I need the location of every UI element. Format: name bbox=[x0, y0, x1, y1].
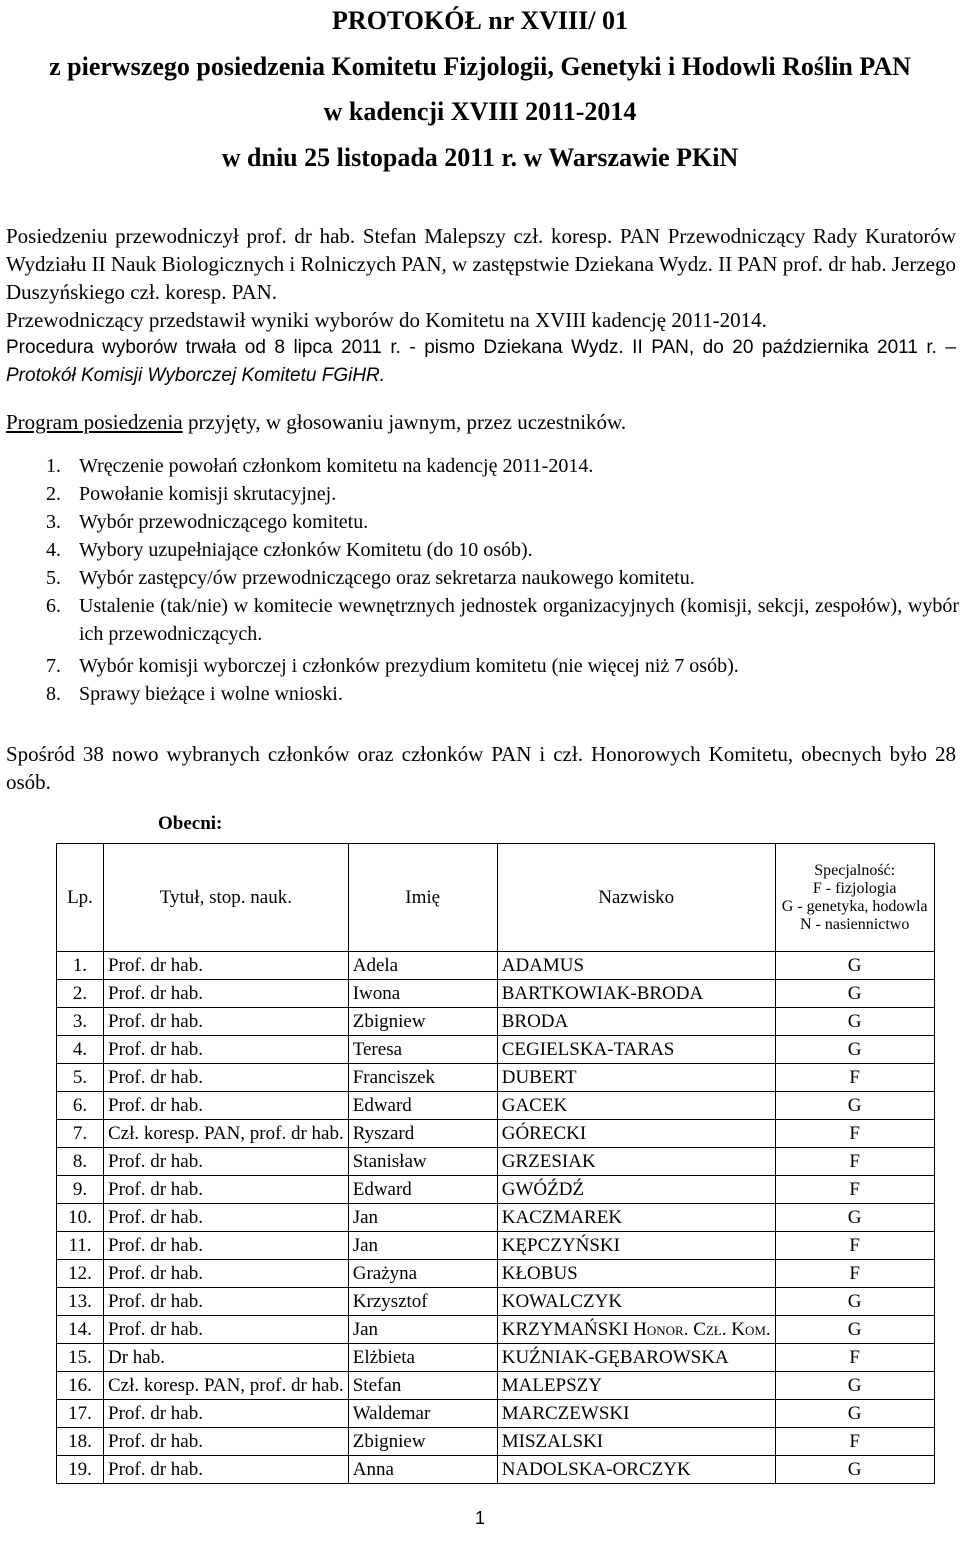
cell-last-name: NADOLSKA-ORCZYK bbox=[497, 1456, 775, 1484]
cell-specialty: G bbox=[775, 1372, 934, 1400]
cell-last-name: ADAMUS bbox=[497, 952, 775, 980]
table-row bbox=[57, 1344, 935, 1372]
cell-title: Czł. koresp. PAN, prof. dr hab. bbox=[104, 1120, 349, 1148]
table-row bbox=[57, 1064, 935, 1092]
cell-first-name: Elżbieta bbox=[348, 1344, 497, 1372]
cell-last-name: MISZALSKI bbox=[497, 1428, 775, 1456]
cell-specialty: G bbox=[775, 1456, 934, 1484]
program-link: Program posiedzenia bbox=[6, 410, 183, 434]
procedure-paragraph bbox=[6, 334, 956, 390]
cell-title: Dr hab. bbox=[104, 1344, 349, 1372]
cell-title: Prof. dr hab. bbox=[104, 1456, 349, 1484]
agenda-item-number: 8. bbox=[46, 683, 61, 705]
table-header-row bbox=[57, 844, 935, 952]
cell-lp: 2. bbox=[57, 980, 104, 1008]
spec-heading: Specjalność: bbox=[814, 861, 896, 879]
table-row bbox=[57, 1428, 935, 1456]
table-row bbox=[57, 952, 935, 980]
agenda-item-text: Ustalenie (tak/nie) w komitecie wewnętrznych jednostek organizacyjnych (komisji, sekcji, zespołów), wybór ich przewodniczących. bbox=[79, 595, 959, 645]
header-title: Tytuł, stop. nauk. bbox=[104, 844, 349, 952]
intro-paragraph: Posiedzeniu przewodniczył prof. dr hab. Stefan Malepszy czł. koresp. PAN Przewodniczący Rady Kuratorów Wydziału II Nauk Biologicznych i Rolniczych PAN, w zastępstwie Dziekana Wydz. II PAN prof. dr hab. Jerzego Duszyńskiego czł. koresp. PAN. bbox=[6, 224, 956, 304]
header-last-name: Nazwisko bbox=[497, 844, 775, 952]
cell-first-name: Iwona bbox=[348, 980, 497, 1008]
cell-lp: 6. bbox=[57, 1092, 104, 1120]
table-row bbox=[57, 1372, 935, 1400]
cell-first-name: Adela bbox=[348, 952, 497, 980]
program-line bbox=[6, 408, 626, 436]
agenda-item-text: Wybór przewodniczącego komitetu. bbox=[79, 511, 369, 533]
cell-first-name: Franciszek bbox=[348, 1064, 497, 1092]
cell-lp: 15. bbox=[57, 1344, 104, 1372]
cell-specialty: G bbox=[775, 952, 934, 980]
cell-title: Prof. dr hab. bbox=[104, 980, 349, 1008]
subtitle-committee: z pierwszego posiedzenia Komitetu Fizjologii, Genetyki i Hodowli Roślin PAN bbox=[49, 52, 911, 81]
attendance-summary: Spośród 38 nowo wybranych członków oraz członków PAN i czł. Honorowych Komitetu, obecnych było 28 osób. bbox=[6, 742, 956, 794]
cell-first-name: Zbigniew bbox=[348, 1428, 497, 1456]
cell-specialty: G bbox=[775, 1092, 934, 1120]
cell-lp: 13. bbox=[57, 1288, 104, 1316]
cell-lp: 1. bbox=[57, 952, 104, 980]
cell-lp: 7. bbox=[57, 1120, 104, 1148]
cell-title: Prof. dr hab. bbox=[104, 1232, 349, 1260]
cell-last-name: CEGIELSKA-TARAS bbox=[497, 1036, 775, 1064]
subtitle-date: w dniu 25 listopada 2011 r. w Warszawie PKiN bbox=[221, 143, 739, 172]
table-row bbox=[57, 1260, 935, 1288]
cell-title: Prof. dr hab. bbox=[104, 1204, 349, 1232]
agenda-item-text: Sprawy bieżące i wolne wnioski. bbox=[79, 683, 343, 705]
cell-specialty: G bbox=[775, 1288, 934, 1316]
cell-last-name: BARTKOWIAK-BRODA bbox=[497, 980, 775, 1008]
cell-specialty: G bbox=[775, 1036, 934, 1064]
cell-specialty: G bbox=[775, 980, 934, 1008]
agenda-item-number: 5. bbox=[46, 567, 61, 589]
cell-last-name: GWÓŹDŹ bbox=[497, 1176, 775, 1204]
spec-g: G - genetyka, hodowla bbox=[781, 897, 928, 915]
cell-specialty: F bbox=[775, 1232, 934, 1260]
cell-last-name: BRODA bbox=[497, 1008, 775, 1036]
cell-title: Prof. dr hab. bbox=[104, 1400, 349, 1428]
cell-specialty: F bbox=[775, 1064, 934, 1092]
header-lp: Lp. bbox=[57, 844, 104, 952]
cell-title: Prof. dr hab. bbox=[104, 1036, 349, 1064]
cell-lp: 18. bbox=[57, 1428, 104, 1456]
table-row bbox=[57, 1232, 935, 1260]
cell-title: Prof. dr hab. bbox=[104, 1428, 349, 1456]
program-text: przyjęty, w głosowaniu jawnym, przez uczestników. bbox=[182, 410, 627, 434]
cell-lp: 4. bbox=[57, 1036, 104, 1064]
procedure-protocol-ref: – Protokół Komisji Wyborczej Komitetu FGiHR. bbox=[6, 337, 956, 386]
cell-lp: 19. bbox=[57, 1456, 104, 1484]
table-row bbox=[57, 1176, 935, 1204]
cell-first-name: Anna bbox=[348, 1456, 497, 1484]
agenda-item-text: Wręczenie powołań członkom komitetu na kadencję 2011-2014. bbox=[79, 455, 594, 477]
procedure-text: Procedura wyborów trwała od 8 lipca 2011 r. - pismo Dziekana Wydz. II PAN, do 20 października 2011 r. bbox=[6, 337, 946, 358]
header-specialty bbox=[775, 844, 934, 952]
cell-lp: 14. bbox=[57, 1316, 104, 1344]
cell-lp: 10. bbox=[57, 1204, 104, 1232]
cell-last-name: DUBERT bbox=[497, 1064, 775, 1092]
cell-lp: 12. bbox=[57, 1260, 104, 1288]
cell-last-name: GRZESIAK bbox=[497, 1148, 775, 1176]
cell-title: Czł. koresp. PAN, prof. dr hab. bbox=[104, 1372, 349, 1400]
agenda-item-number: 7. bbox=[46, 655, 61, 677]
cell-title: Prof. dr hab. bbox=[104, 1008, 349, 1036]
table-row bbox=[57, 1036, 935, 1064]
table-row bbox=[57, 1316, 935, 1344]
cell-last-name: GÓRECKI bbox=[497, 1120, 775, 1148]
cell-first-name: Jan bbox=[348, 1316, 497, 1344]
agenda-item-text: Wybory uzupełniające członków Komitetu (do 10 osób). bbox=[79, 539, 533, 561]
cell-specialty: F bbox=[775, 1120, 934, 1148]
cell-first-name: Edward bbox=[348, 1092, 497, 1120]
cell-lp: 11. bbox=[57, 1232, 104, 1260]
table-row bbox=[57, 1148, 935, 1176]
cell-first-name: Edward bbox=[348, 1176, 497, 1204]
cell-title: Prof. dr hab. bbox=[104, 1176, 349, 1204]
agenda-item-number: 4. bbox=[46, 539, 61, 561]
cell-specialty: F bbox=[775, 1428, 934, 1456]
cell-first-name: Krzysztof bbox=[348, 1288, 497, 1316]
cell-lp: 3. bbox=[57, 1008, 104, 1036]
agenda-item-number: 6. bbox=[46, 595, 61, 617]
table-row bbox=[57, 1204, 935, 1232]
cell-lp: 8. bbox=[57, 1148, 104, 1176]
cell-specialty: F bbox=[775, 1148, 934, 1176]
cell-lp: 9. bbox=[57, 1176, 104, 1204]
page-number: 1 bbox=[474, 1508, 485, 1528]
cell-lp: 17. bbox=[57, 1400, 104, 1428]
table-row bbox=[57, 1288, 935, 1316]
protocol-title: PROTOKÓŁ nr XVIII/ 01 bbox=[332, 6, 628, 35]
cell-last-name: MARCZEWSKI bbox=[497, 1400, 775, 1428]
table-row bbox=[57, 1400, 935, 1428]
cell-first-name: Jan bbox=[348, 1232, 497, 1260]
table-row bbox=[57, 980, 935, 1008]
cell-specialty: F bbox=[775, 1176, 934, 1204]
spec-n: N - nasiennictwo bbox=[800, 915, 910, 933]
cell-first-name: Zbigniew bbox=[348, 1008, 497, 1036]
attendance-table bbox=[56, 843, 935, 1484]
cell-title: Prof. dr hab. bbox=[104, 952, 349, 980]
cell-first-name: Teresa bbox=[348, 1036, 497, 1064]
table-row bbox=[57, 1120, 935, 1148]
agenda-item-text: Powołanie komisji skrutacyjnej. bbox=[79, 483, 337, 505]
cell-last-name: KACZMAREK bbox=[497, 1204, 775, 1232]
spec-f: F - fizjologia bbox=[812, 879, 897, 897]
agenda-item-text: Wybór zastępcy/ów przewodniczącego oraz sekretarza naukowego komitetu. bbox=[79, 567, 695, 589]
cell-specialty: G bbox=[775, 1008, 934, 1036]
cell-specialty: G bbox=[775, 1316, 934, 1344]
agenda-item-number: 2. bbox=[46, 483, 61, 505]
cell-lp: 5. bbox=[57, 1064, 104, 1092]
table-row bbox=[57, 1092, 935, 1120]
cell-title: Prof. dr hab. bbox=[104, 1260, 349, 1288]
cell-title: Prof. dr hab. bbox=[104, 1316, 349, 1344]
cell-title: Prof. dr hab. bbox=[104, 1092, 349, 1120]
cell-specialty: G bbox=[775, 1204, 934, 1232]
cell-last-name: GACEK bbox=[497, 1092, 775, 1120]
cell-lp: 16. bbox=[57, 1372, 104, 1400]
subtitle-term: w kadencji XVIII 2011-2014 bbox=[323, 97, 637, 126]
election-results-line: Przewodniczący przedstawił wyniki wyborów do Komitetu na XVIII kadencję 2011-2014. bbox=[6, 308, 767, 332]
cell-first-name: Jan bbox=[348, 1204, 497, 1232]
cell-specialty: F bbox=[775, 1260, 934, 1288]
cell-last-name: KRZYMAŃSKI Honor. Czł. Kom. bbox=[497, 1316, 775, 1344]
cell-last-name: KOWALCZYK bbox=[497, 1288, 775, 1316]
cell-title: Prof. dr hab. bbox=[104, 1064, 349, 1092]
table-row bbox=[57, 1456, 935, 1484]
table-row bbox=[57, 1008, 935, 1036]
cell-last-name: KŁOBUS bbox=[497, 1260, 775, 1288]
cell-last-name: MALEPSZY bbox=[497, 1372, 775, 1400]
cell-first-name: Waldemar bbox=[348, 1400, 497, 1428]
cell-first-name: Ryszard bbox=[348, 1120, 497, 1148]
cell-title: Prof. dr hab. bbox=[104, 1148, 349, 1176]
cell-specialty: G bbox=[775, 1400, 934, 1428]
cell-first-name: Stefan bbox=[348, 1372, 497, 1400]
cell-first-name: Grażyna bbox=[348, 1260, 497, 1288]
cell-last-name: KUŹNIAK-GĘBAROWSKA bbox=[497, 1344, 775, 1372]
cell-title: Prof. dr hab. bbox=[104, 1288, 349, 1316]
cell-first-name: Stanisław bbox=[348, 1148, 497, 1176]
agenda-item-text: Wybór komisji wyborczej i członków prezydium komitetu (nie więcej niż 7 osób). bbox=[79, 655, 739, 677]
agenda-item-number: 3. bbox=[46, 511, 61, 533]
cell-last-name: KĘPCZYŃSKI bbox=[497, 1232, 775, 1260]
present-label: Obecni: bbox=[158, 813, 223, 834]
cell-specialty: F bbox=[775, 1344, 934, 1372]
header-first-name: Imię bbox=[348, 844, 497, 952]
agenda-item-number: 1. bbox=[46, 455, 61, 477]
